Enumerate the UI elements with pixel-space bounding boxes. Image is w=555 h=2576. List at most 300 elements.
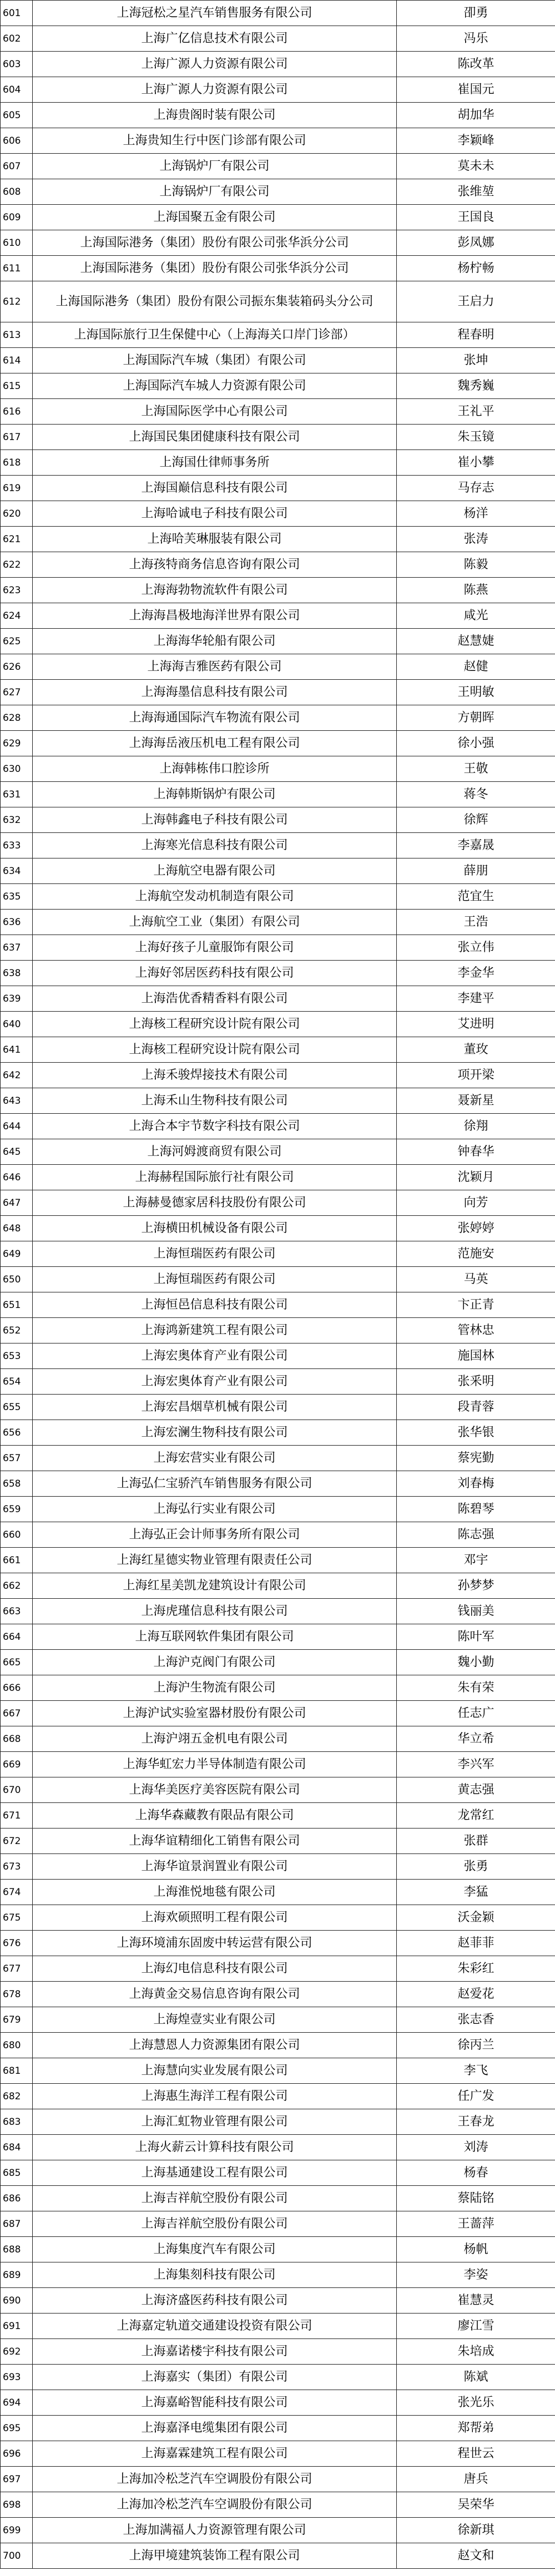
row-number: 679 xyxy=(1,2007,33,2033)
person-name: 赵健 xyxy=(397,654,555,680)
table-row xyxy=(1,2160,555,2186)
table-row xyxy=(1,2416,555,2441)
row-number: 651 xyxy=(1,1292,33,1318)
row-number: 641 xyxy=(1,1037,33,1063)
person-name: 张维堃 xyxy=(397,179,555,205)
person-name: 赵慧婕 xyxy=(397,629,555,654)
row-number: 626 xyxy=(1,654,33,680)
person-name: 龙常红 xyxy=(397,1803,555,1829)
company-name: 上海惠生海洋工程有限公司 xyxy=(33,2084,397,2109)
company-name: 上海加冷松芝汽车空调股份有限公司 xyxy=(33,2492,397,2518)
table-row xyxy=(1,2390,555,2416)
person-name: 陈斌 xyxy=(397,2365,555,2390)
person-name: 李建平 xyxy=(397,986,555,1012)
table-row xyxy=(1,1982,555,2007)
person-name: 邓宇 xyxy=(397,1548,555,1573)
company-name: 上海国际汽车城人力资源有限公司 xyxy=(33,373,397,399)
table-row xyxy=(1,833,555,858)
table-row xyxy=(1,756,555,782)
company-name: 上海韩鑫电子科技有限公司 xyxy=(33,807,397,833)
company-name: 上海核工程研究设计院有限公司 xyxy=(33,1012,397,1037)
table-row xyxy=(1,1446,555,1471)
table-row xyxy=(1,1037,555,1063)
company-name: 上海红星德实物业管理有限责任公司 xyxy=(33,1548,397,1573)
company-name: 上海国际港务（集团）股份有限公司张华浜分公司 xyxy=(33,256,397,281)
row-number: 673 xyxy=(1,1854,33,1880)
person-name: 徐小强 xyxy=(397,731,555,756)
company-name: 上海集度汽车有限公司 xyxy=(33,2237,397,2262)
table-row xyxy=(1,1752,555,1777)
table-row xyxy=(1,552,555,578)
person-name: 华立希 xyxy=(397,1726,555,1752)
person-name: 范宜生 xyxy=(397,884,555,910)
row-number: 665 xyxy=(1,1650,33,1675)
person-name: 陈叶军 xyxy=(397,1624,555,1650)
company-name: 上海基通建设工程有限公司 xyxy=(33,2160,397,2186)
table-row xyxy=(1,2314,555,2339)
table-row xyxy=(1,2543,555,2569)
person-name: 方朝晖 xyxy=(397,705,555,731)
company-name: 上海韩栋伟口腔诊所 xyxy=(33,756,397,782)
row-number: 616 xyxy=(1,399,33,425)
row-number: 656 xyxy=(1,1420,33,1446)
person-name: 张釆明 xyxy=(397,1369,555,1395)
row-number: 649 xyxy=(1,1241,33,1267)
company-name: 上海国际港务（集团）股份有限公司张华浜分公司 xyxy=(33,230,397,256)
person-name: 向芳 xyxy=(397,1190,555,1216)
person-name: 李飞 xyxy=(397,2058,555,2084)
person-name: 沈颖月 xyxy=(397,1165,555,1190)
table-row xyxy=(1,1777,555,1803)
table-row xyxy=(1,373,555,399)
company-name: 上海哈芙琳服装有限公司 xyxy=(33,527,397,552)
company-name: 上海赫曼德家居科技股份有限公司 xyxy=(33,1190,397,1216)
person-name: 赵菲菲 xyxy=(397,1931,555,1956)
row-number: 610 xyxy=(1,230,33,256)
table-row xyxy=(1,1420,555,1446)
row-number: 671 xyxy=(1,1803,33,1829)
row-number: 639 xyxy=(1,986,33,1012)
table-row xyxy=(1,2339,555,2365)
person-name: 刘春梅 xyxy=(397,1471,555,1497)
company-name: 上海火薪云计算科技有限公司 xyxy=(33,2135,397,2160)
row-number: 654 xyxy=(1,1369,33,1395)
table-row xyxy=(1,52,555,77)
company-name: 上海国际港务（集团）股份有限公司振东集装箱码头分公司 xyxy=(33,281,397,322)
table-row xyxy=(1,1292,555,1318)
row-number: 678 xyxy=(1,1982,33,2007)
row-number: 601 xyxy=(1,1,33,26)
company-name: 上海孩特商务信息咨询有限公司 xyxy=(33,552,397,578)
person-name: 董玫 xyxy=(397,1037,555,1063)
person-name: 张坤 xyxy=(397,348,555,373)
company-name: 上海横田机械设备有限公司 xyxy=(33,1216,397,1241)
table-row xyxy=(1,1114,555,1139)
row-number: 617 xyxy=(1,425,33,450)
row-number: 662 xyxy=(1,1573,33,1599)
person-name: 李嘉晟 xyxy=(397,833,555,858)
company-name: 上海沪试实验室器材股份有限公司 xyxy=(33,1701,397,1726)
company-name: 上海寒光信息科技有限公司 xyxy=(33,833,397,858)
table-row xyxy=(1,1216,555,1241)
company-name: 上海嘉定轨道交通建设投资有限公司 xyxy=(33,2314,397,2339)
person-name: 陈毅 xyxy=(397,552,555,578)
person-name: 王礼平 xyxy=(397,399,555,425)
table-row xyxy=(1,2007,555,2033)
person-name: 段青蓉 xyxy=(397,1395,555,1420)
person-name: 咸光 xyxy=(397,603,555,629)
table-row xyxy=(1,527,555,552)
row-number: 675 xyxy=(1,1905,33,1931)
company-name: 上海锅炉厂有限公司 xyxy=(33,179,397,205)
company-name: 上海国际汽车城（集团）有限公司 xyxy=(33,348,397,373)
company-name: 上海贵阁时装有限公司 xyxy=(33,103,397,128)
table-row xyxy=(1,2441,555,2467)
company-name: 上海恒瑞医药有限公司 xyxy=(33,1267,397,1292)
table-row xyxy=(1,1905,555,1931)
company-name: 上海哈诚电子科技有限公司 xyxy=(33,501,397,527)
row-number: 693 xyxy=(1,2365,33,2390)
person-name: 张华银 xyxy=(397,1420,555,1446)
row-number: 640 xyxy=(1,1012,33,1037)
row-number: 622 xyxy=(1,552,33,578)
person-name: 唐兵 xyxy=(397,2467,555,2492)
company-name: 上海宏奥体育产业有限公司 xyxy=(33,1369,397,1395)
row-number: 635 xyxy=(1,884,33,910)
person-name: 管林忠 xyxy=(397,1318,555,1343)
person-name: 沃金颖 xyxy=(397,1905,555,1931)
company-name: 上海嘉诺楼宇科技有限公司 xyxy=(33,2339,397,2365)
person-name: 崔国元 xyxy=(397,77,555,103)
table-row xyxy=(1,450,555,476)
table-row xyxy=(1,1165,555,1190)
person-name: 蔡陆铭 xyxy=(397,2186,555,2211)
company-name: 上海宏澜生物科技有限公司 xyxy=(33,1420,397,1446)
person-name: 薛朋 xyxy=(397,858,555,884)
person-name: 朱培成 xyxy=(397,2339,555,2365)
table-row xyxy=(1,256,555,281)
table-row xyxy=(1,348,555,373)
person-name: 魏小勤 xyxy=(397,1650,555,1675)
company-name: 上海好邻居医药科技有限公司 xyxy=(33,961,397,986)
company-name: 上海红星美凯龙建筑设计有限公司 xyxy=(33,1573,397,1599)
company-name: 上海贵知生行中医门诊部有限公司 xyxy=(33,128,397,154)
company-name: 上海国际旅行卫生保健中心（上海海关口岸门诊部） xyxy=(33,322,397,348)
table-row xyxy=(1,935,555,961)
company-name: 上海广源人力资源有限公司 xyxy=(33,77,397,103)
table-row xyxy=(1,77,555,103)
company-name: 上海沪翊五金机电有限公司 xyxy=(33,1726,397,1752)
table-row xyxy=(1,2467,555,2492)
table-row xyxy=(1,2518,555,2543)
row-number: 632 xyxy=(1,807,33,833)
company-name: 上海汇虹物业管理有限公司 xyxy=(33,2109,397,2135)
company-name: 上海华谊精细化工销售有限公司 xyxy=(33,1829,397,1854)
company-name: 上海河姆渡商贸有限公司 xyxy=(33,1139,397,1165)
row-number: 627 xyxy=(1,680,33,705)
person-name: 张婷婷 xyxy=(397,1216,555,1241)
row-number: 696 xyxy=(1,2441,33,2467)
table-row xyxy=(1,1624,555,1650)
row-number: 688 xyxy=(1,2237,33,2262)
company-name: 上海广源人力资源有限公司 xyxy=(33,52,397,77)
row-number: 650 xyxy=(1,1267,33,1292)
person-name: 程世云 xyxy=(397,2441,555,2467)
row-number: 664 xyxy=(1,1624,33,1650)
row-number: 624 xyxy=(1,603,33,629)
company-name: 上海济盛医药科技有限公司 xyxy=(33,2288,397,2314)
table-row xyxy=(1,103,555,128)
person-name: 张群 xyxy=(397,1829,555,1854)
row-number: 672 xyxy=(1,1829,33,1854)
company-name: 上海虎瑾信息科技有限公司 xyxy=(33,1599,397,1624)
company-name: 上海沪克阀门有限公司 xyxy=(33,1650,397,1675)
row-number: 657 xyxy=(1,1446,33,1471)
person-name: 蔡宪勤 xyxy=(397,1446,555,1471)
company-name: 上海禾山生物科技有限公司 xyxy=(33,1088,397,1114)
company-name: 上海恒邑信息科技有限公司 xyxy=(33,1292,397,1318)
row-number: 614 xyxy=(1,348,33,373)
row-number: 658 xyxy=(1,1471,33,1497)
row-number: 692 xyxy=(1,2339,33,2365)
row-number: 623 xyxy=(1,578,33,603)
table-row xyxy=(1,322,555,348)
row-number: 606 xyxy=(1,128,33,154)
table-row xyxy=(1,154,555,179)
row-number: 619 xyxy=(1,476,33,501)
person-name: 徐辉 xyxy=(397,807,555,833)
person-name: 刘涛 xyxy=(397,2135,555,2160)
person-name: 施国林 xyxy=(397,1343,555,1369)
person-name: 杨洋 xyxy=(397,501,555,527)
row-number: 695 xyxy=(1,2416,33,2441)
company-name: 上海弘行实业有限公司 xyxy=(33,1497,397,1522)
row-number: 667 xyxy=(1,1701,33,1726)
table-row xyxy=(1,205,555,230)
person-name: 王启力 xyxy=(397,281,555,322)
row-number: 637 xyxy=(1,935,33,961)
person-name: 朱有荣 xyxy=(397,1675,555,1701)
table-row xyxy=(1,603,555,629)
person-name: 李兴军 xyxy=(397,1752,555,1777)
row-number: 636 xyxy=(1,910,33,935)
row-number: 615 xyxy=(1,373,33,399)
person-name: 徐丙兰 xyxy=(397,2033,555,2058)
row-number: 684 xyxy=(1,2135,33,2160)
company-name: 上海海吉雅医药有限公司 xyxy=(33,654,397,680)
table-row xyxy=(1,1,555,26)
row-number: 607 xyxy=(1,154,33,179)
row-number: 681 xyxy=(1,2058,33,2084)
person-name: 孙梦梦 xyxy=(397,1573,555,1599)
table-row xyxy=(1,2288,555,2314)
row-number: 660 xyxy=(1,1522,33,1548)
person-name: 王春龙 xyxy=(397,2109,555,2135)
row-number: 652 xyxy=(1,1318,33,1343)
person-name: 赵文和 xyxy=(397,2543,555,2569)
company-name: 上海嘉霖建筑工程有限公司 xyxy=(33,2441,397,2467)
person-name: 魏秀巍 xyxy=(397,373,555,399)
row-number: 643 xyxy=(1,1088,33,1114)
person-name: 彭凤娜 xyxy=(397,230,555,256)
company-name: 上海华虹宏力半导体制造有限公司 xyxy=(33,1752,397,1777)
company-name: 上海慧向实业发展有限公司 xyxy=(33,2058,397,2084)
person-name: 张勇 xyxy=(397,1854,555,1880)
person-name: 钟春华 xyxy=(397,1139,555,1165)
row-number: 666 xyxy=(1,1675,33,1701)
table-row xyxy=(1,1012,555,1037)
person-name: 廖江雪 xyxy=(397,2314,555,2339)
company-name: 上海宏营实业有限公司 xyxy=(33,1446,397,1471)
table-row xyxy=(1,629,555,654)
table-row xyxy=(1,1573,555,1599)
row-number: 685 xyxy=(1,2160,33,2186)
table-row xyxy=(1,1063,555,1088)
company-name: 上海海岳液压机电工程有限公司 xyxy=(33,731,397,756)
company-name: 上海吉祥航空股份有限公司 xyxy=(33,2186,397,2211)
table-row xyxy=(1,680,555,705)
table-row xyxy=(1,2135,555,2160)
table-row xyxy=(1,1854,555,1880)
row-number: 609 xyxy=(1,205,33,230)
company-name: 上海甲境建筑装饰工程有限公司 xyxy=(33,2543,397,2569)
row-number: 621 xyxy=(1,527,33,552)
company-name: 上海华谊景润置业有限公司 xyxy=(33,1854,397,1880)
company-name: 上海嘉泽电缆集团有限公司 xyxy=(33,2416,397,2441)
person-name: 徐翔 xyxy=(397,1114,555,1139)
company-name: 上海嘉实（集团）有限公司 xyxy=(33,2365,397,2390)
person-name: 李金华 xyxy=(397,961,555,986)
table-row xyxy=(1,2033,555,2058)
row-number: 605 xyxy=(1,103,33,128)
table-row xyxy=(1,2109,555,2135)
row-number: 625 xyxy=(1,629,33,654)
table-row xyxy=(1,1369,555,1395)
table-row xyxy=(1,281,555,322)
person-name: 王敬 xyxy=(397,756,555,782)
company-name: 上海海昌极地海洋世界有限公司 xyxy=(33,603,397,629)
row-number: 648 xyxy=(1,1216,33,1241)
person-name: 钱丽美 xyxy=(397,1599,555,1624)
table-row xyxy=(1,425,555,450)
person-name: 聂新星 xyxy=(397,1088,555,1114)
row-number: 608 xyxy=(1,179,33,205)
person-name: 吴荣华 xyxy=(397,2492,555,2518)
table-row xyxy=(1,1395,555,1420)
company-name: 上海煌壹实业有限公司 xyxy=(33,2007,397,2033)
table-row xyxy=(1,705,555,731)
company-name: 上海吉祥航空股份有限公司 xyxy=(33,2211,397,2237)
person-name: 范施安 xyxy=(397,1241,555,1267)
person-name: 王明敏 xyxy=(397,680,555,705)
row-number: 697 xyxy=(1,2467,33,2492)
table-row xyxy=(1,884,555,910)
person-name: 胡加华 xyxy=(397,103,555,128)
company-name: 上海核工程研究设计院有限公司 xyxy=(33,1037,397,1063)
row-number: 613 xyxy=(1,322,33,348)
company-name: 上海嘉峪智能科技有限公司 xyxy=(33,2390,397,2416)
row-number: 682 xyxy=(1,2084,33,2109)
person-name: 张志香 xyxy=(397,2007,555,2033)
table-row xyxy=(1,1880,555,1905)
table-row xyxy=(1,654,555,680)
person-name: 王国良 xyxy=(397,205,555,230)
row-number: 698 xyxy=(1,2492,33,2518)
table-row xyxy=(1,2365,555,2390)
person-name: 王浩 xyxy=(397,910,555,935)
person-name: 陈改革 xyxy=(397,52,555,77)
table-row xyxy=(1,1829,555,1854)
company-name: 上海海华轮船有限公司 xyxy=(33,629,397,654)
person-name: 赵爱花 xyxy=(397,1982,555,2007)
row-number: 691 xyxy=(1,2314,33,2339)
row-number: 647 xyxy=(1,1190,33,1216)
row-number: 670 xyxy=(1,1777,33,1803)
table-row xyxy=(1,476,555,501)
person-name: 徐新琪 xyxy=(397,2518,555,2543)
row-number: 700 xyxy=(1,2543,33,2569)
table-row xyxy=(1,1803,555,1829)
company-name: 上海互联网软件集团有限公司 xyxy=(33,1624,397,1650)
row-number: 642 xyxy=(1,1063,33,1088)
company-name: 上海广亿信息技术有限公司 xyxy=(33,26,397,52)
row-number: 659 xyxy=(1,1497,33,1522)
row-number: 645 xyxy=(1,1139,33,1165)
company-name: 上海航空发动机制造有限公司 xyxy=(33,884,397,910)
table-row xyxy=(1,1343,555,1369)
company-name: 上海赫程国际旅行社有限公司 xyxy=(33,1165,397,1190)
company-name: 上海国聚五金有限公司 xyxy=(33,205,397,230)
company-name: 上海航空电器有限公司 xyxy=(33,858,397,884)
table-row xyxy=(1,179,555,205)
table-row xyxy=(1,782,555,807)
company-name: 上海海勃物流软件有限公司 xyxy=(33,578,397,603)
row-number: 646 xyxy=(1,1165,33,1190)
row-number: 644 xyxy=(1,1114,33,1139)
company-name: 上海加冷松芝汽车空调股份有限公司 xyxy=(33,2467,397,2492)
person-name: 朱玉镜 xyxy=(397,425,555,450)
row-number: 661 xyxy=(1,1548,33,1573)
row-number: 602 xyxy=(1,26,33,52)
row-number: 676 xyxy=(1,1931,33,1956)
company-name: 上海宏奥体育产业有限公司 xyxy=(33,1343,397,1369)
person-name: 张光乐 xyxy=(397,2390,555,2416)
person-name: 崔慧灵 xyxy=(397,2288,555,2314)
company-name: 上海国际医学中心有限公司 xyxy=(33,399,397,425)
company-name: 上海恒瑞医药有限公司 xyxy=(33,1241,397,1267)
table-row xyxy=(1,1956,555,1982)
row-number: 620 xyxy=(1,501,33,527)
table-row xyxy=(1,1548,555,1573)
person-name: 张立伟 xyxy=(397,935,555,961)
row-number: 611 xyxy=(1,256,33,281)
company-name: 上海禾骏焊接技术有限公司 xyxy=(33,1063,397,1088)
person-name: 冯乐 xyxy=(397,26,555,52)
table-row xyxy=(1,807,555,833)
person-name: 卞正青 xyxy=(397,1292,555,1318)
table-row xyxy=(1,1318,555,1343)
table-row xyxy=(1,399,555,425)
table-row xyxy=(1,26,555,52)
company-name: 上海合本宇节数字科技有限公司 xyxy=(33,1114,397,1139)
company-name: 上海弘正会计师事务所有限公司 xyxy=(33,1522,397,1548)
table-row xyxy=(1,1599,555,1624)
company-name: 上海慧恩人力资源集团有限公司 xyxy=(33,2033,397,2058)
person-name: 任广发 xyxy=(397,2084,555,2109)
table-row xyxy=(1,1675,555,1701)
person-name: 杨帆 xyxy=(397,2237,555,2262)
table-row xyxy=(1,1471,555,1497)
